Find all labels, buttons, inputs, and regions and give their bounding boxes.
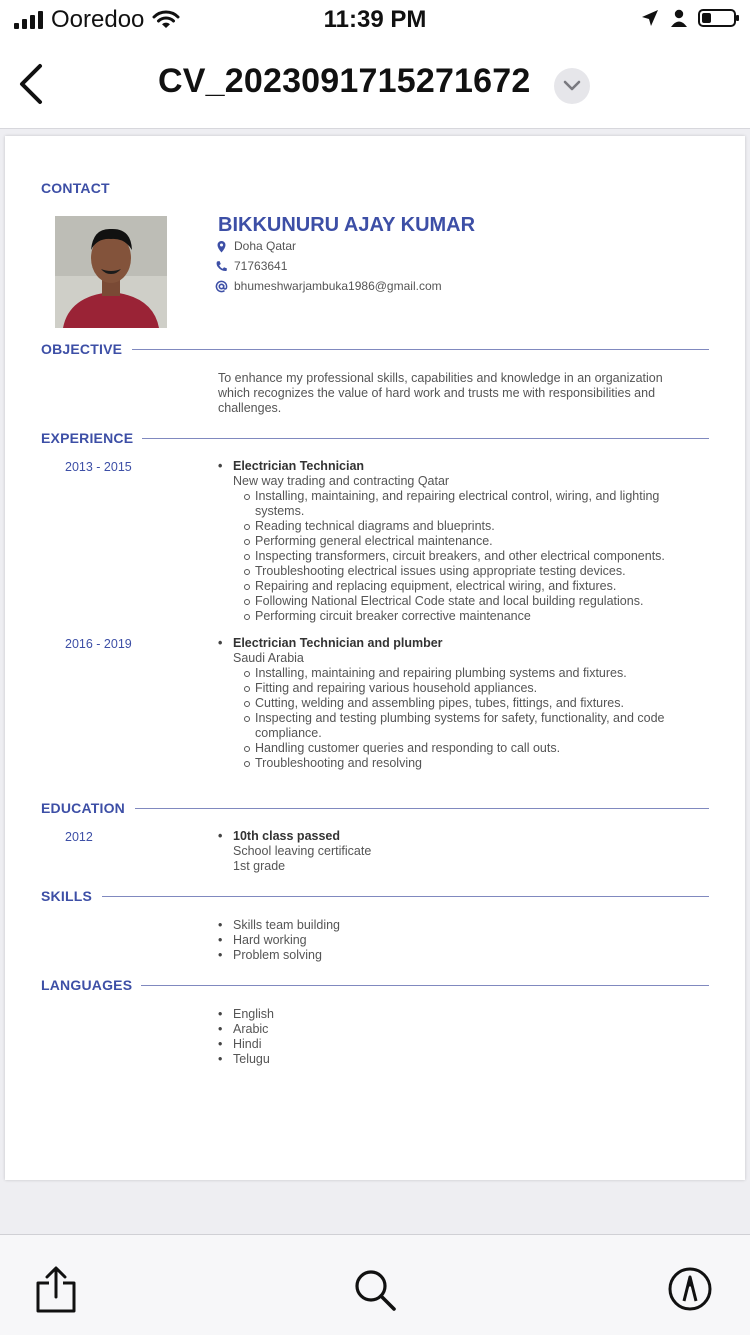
experience-dates: 2016 - 2019 [65, 637, 132, 651]
document-page [5, 136, 745, 1180]
duty-item: Performing circuit breaker corrective maintenance [255, 609, 708, 624]
language-item: • Hindi [218, 1037, 274, 1052]
email-text: bhumeshwarjambuka1986@gmail.com [234, 279, 442, 293]
skills-rule [102, 896, 709, 897]
education-title: • 10th class passed [218, 829, 708, 844]
duty-item: Repairing and replacing equipment, electrical wiring, and fixtures. [255, 579, 708, 594]
duty-item: Cutting, welding and assembling pipes, tubes, fittings, and fixtures. [255, 696, 708, 711]
job-company: Saudi Arabia [233, 651, 304, 665]
education-rule [135, 808, 709, 809]
location-arrow-icon [640, 8, 660, 28]
status-time: 11:39 PM [323, 6, 427, 33]
duty-item: Troubleshooting and resolving [255, 756, 708, 771]
duty-item: Fitting and repairing various household appliances. [255, 681, 708, 696]
skill-item: • Problem solving [218, 948, 340, 963]
experience-rule [142, 438, 709, 439]
languages-rule [141, 985, 709, 986]
duty-item: Following National Electrical Code state and local building regulations. [255, 594, 708, 609]
status-bar [0, 0, 750, 40]
duty-item: Inspecting and testing plumbing systems for safety, functionality, and code compliance. [255, 711, 708, 741]
duty-item: Troubleshooting electrical issues using appropriate testing devices. [255, 564, 708, 579]
duty-list [218, 489, 708, 624]
markup-icon[interactable] [668, 1265, 712, 1313]
education-line: 1st grade [233, 859, 286, 873]
email-line [215, 279, 442, 293]
job-title: • Electrician Technician and plumber [218, 636, 708, 651]
battery-icon [698, 9, 736, 27]
duty-item: Inspecting transformers, circuit breakers, and other electrical components. [255, 549, 708, 564]
experience-entry [218, 636, 708, 771]
status-right [640, 8, 736, 28]
nav-bar [0, 40, 750, 129]
person-icon [670, 8, 688, 28]
job-company: New way trading and contracting Qatar [233, 474, 450, 488]
duty-item: Performing general electrical maintenance. [255, 534, 708, 549]
document-title[interactable]: CV_2023091715271672 [158, 62, 531, 100]
search-icon[interactable] [352, 1265, 396, 1313]
duty-item: Reading technical diagrams and blueprints. [255, 519, 708, 534]
carrier-name: Ooredoo [51, 6, 145, 33]
languages-list [218, 1007, 274, 1067]
bottom-toolbar [0, 1234, 750, 1335]
education-year: 2012 [65, 830, 93, 844]
location-line [215, 239, 296, 253]
objective-text: To enhance my professional skills, capabilities and knowledge in an organization which recognizes the value of hard work and trusts me with responsibilities and challenges. [218, 371, 663, 415]
objective-heading: OBJECTIVE [41, 341, 123, 357]
experience-heading: EXPERIENCE [41, 430, 134, 446]
skill-item: • Hard working [218, 933, 340, 948]
at-sign-icon [215, 280, 228, 293]
experience-entry [218, 459, 708, 624]
education-heading: EDUCATION [41, 800, 125, 816]
skills-list [218, 918, 340, 963]
job-title: • Electrician Technician [218, 459, 708, 474]
battery-fill [702, 13, 711, 23]
phone-line [215, 259, 287, 273]
duty-list [218, 666, 708, 771]
language-item: • Telugu [218, 1052, 274, 1067]
experience-dates: 2013 - 2015 [65, 460, 132, 474]
language-item: • Arabic [218, 1022, 274, 1037]
language-item: • English [218, 1007, 274, 1022]
languages-heading: LANGUAGES [41, 977, 133, 993]
objective-rule [132, 349, 709, 350]
location-text: Doha Qatar [234, 239, 297, 253]
duty-item: Installing, maintaining, and repairing electrical control, wiring, and lighting systems. [255, 489, 708, 519]
phone-text: 71763641 [234, 259, 288, 273]
phone-icon [215, 260, 228, 273]
candidate-name: BIKKUNURU AJAY KUMAR [218, 214, 476, 236]
location-pin-icon [215, 240, 228, 253]
profile-photo [55, 216, 167, 328]
duty-item: Installing, maintaining and repairing plumbing systems and fixtures. [255, 666, 708, 681]
chevron-down-icon [563, 80, 581, 92]
contact-heading: CONTACT [41, 180, 110, 196]
title-menu-button[interactable] [554, 68, 590, 104]
education-line: School leaving certificate [233, 844, 372, 858]
duty-item: Handling customer queries and responding to call outs. [255, 741, 708, 756]
skills-heading: SKILLS [41, 888, 92, 904]
share-icon[interactable] [34, 1265, 78, 1313]
back-chevron-icon[interactable] [16, 62, 46, 106]
education-entry [218, 829, 708, 874]
skill-item: • Skills team building [218, 918, 340, 933]
